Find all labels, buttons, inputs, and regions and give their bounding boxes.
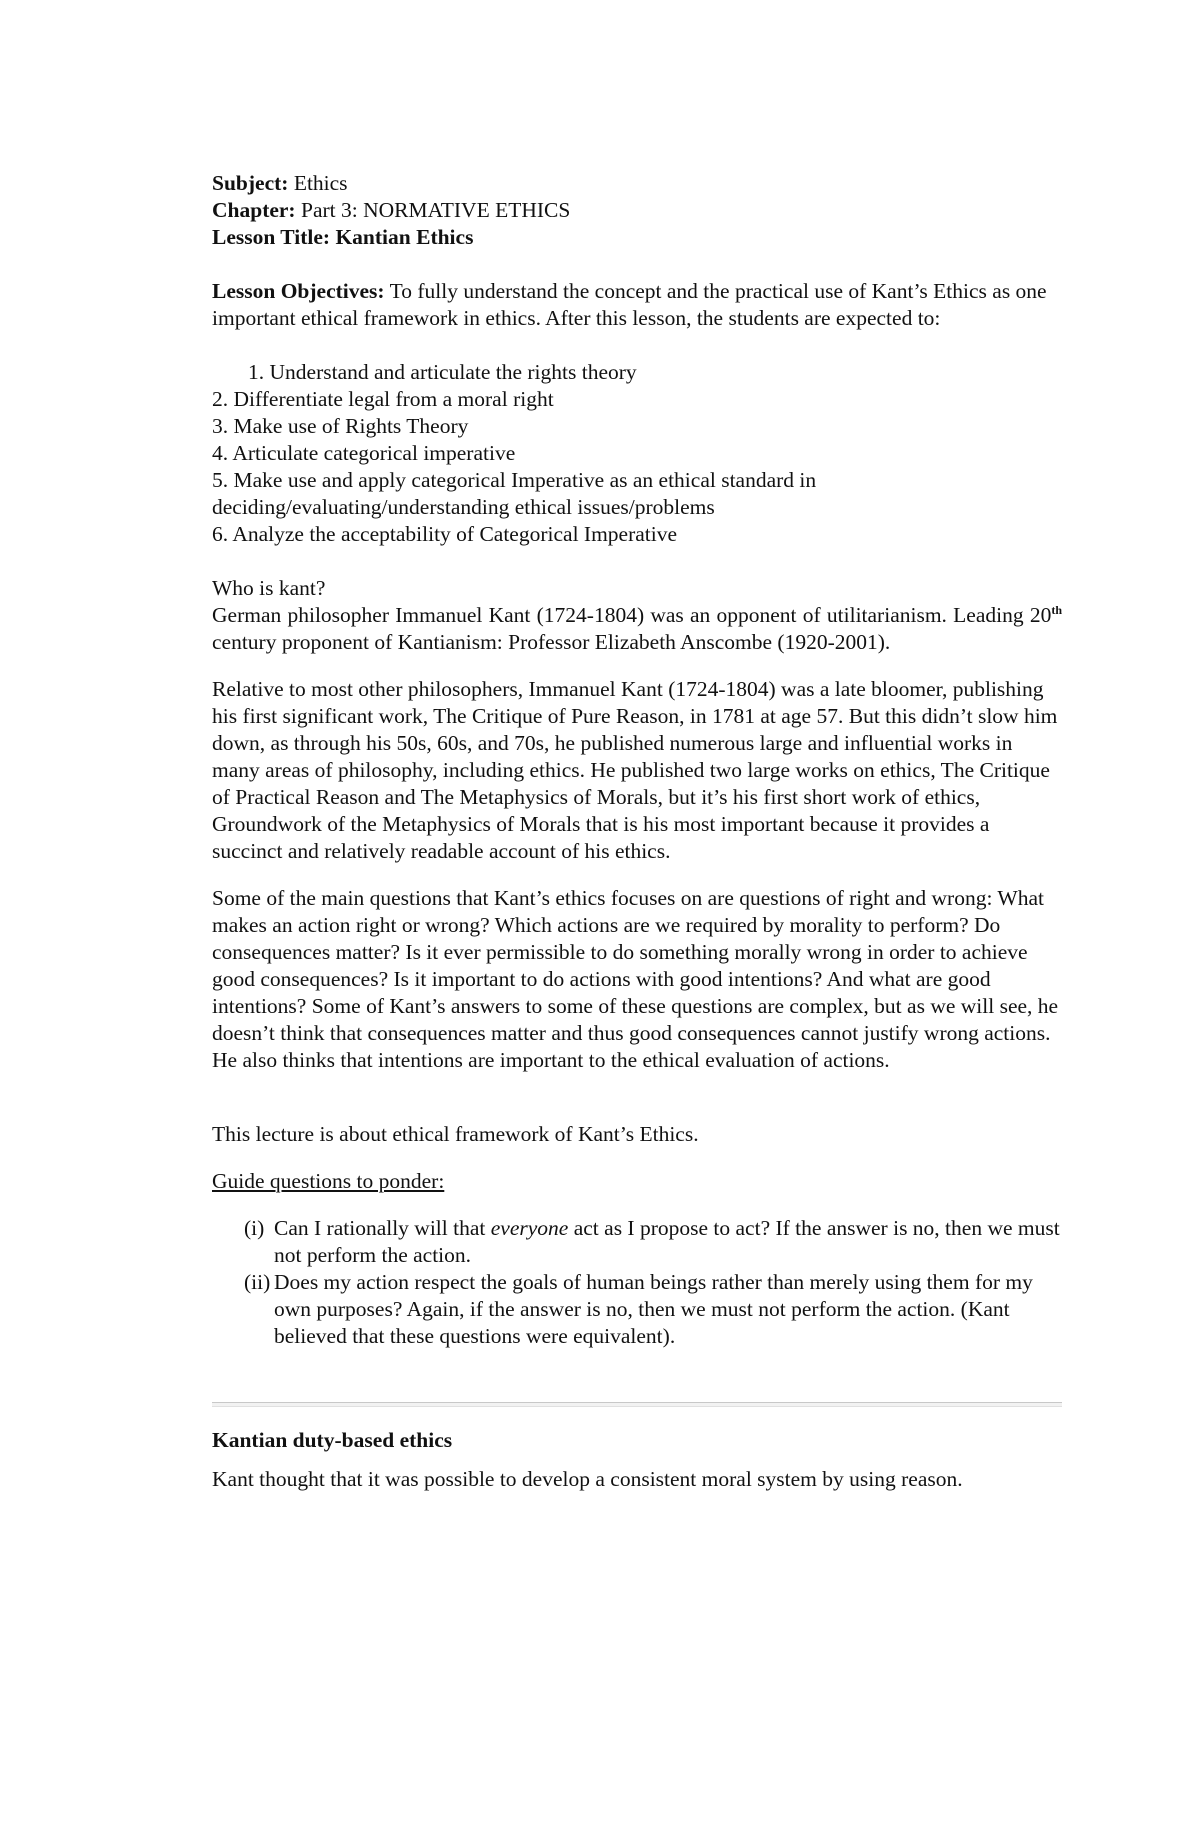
subject-value: Ethics [293, 171, 348, 195]
who-is-kant-text [212, 602, 1062, 656]
section-title: Kantian duty-based ethics [212, 1428, 453, 1452]
ordinal-suffix: th [1051, 602, 1062, 617]
objectives-label: Lesson Objectives: [212, 279, 385, 303]
question-text [274, 1215, 1062, 1269]
objective-item: 3. Make use of Rights Theory [212, 414, 469, 438]
chapter-label: Chapter: [212, 198, 296, 222]
objective-item: 5. Make use and apply categorical Imperative as an ethical standard in deciding/evaluating/understanding ethical issues/problems [212, 468, 817, 519]
objective-item: 2. Differentiate legal from a moral right [212, 387, 554, 411]
objective-item: 1. Understand and articulate the rights theory [248, 360, 637, 384]
guide-questions-title: Guide questions to ponder: [212, 1169, 445, 1193]
question-number: (ii) [244, 1270, 271, 1294]
subject-line [212, 170, 1062, 197]
emphasis-everyone: everyone [490, 1216, 569, 1240]
guide-questions-list [212, 1215, 1062, 1350]
paragraph-kant-questions: Some of the main questions that Kant’s ethics focuses on are questions of right and wrong: What makes an action right or wrong? Which actions are we required by morality to perform? Do consequences matter? Is it ever permissible to do something morally wrong in order to achieve good consequences? Is it important to do actions with good intentions? And what are good intentions? Some of Kant’s answers to some of these questions are complex, but as we will see, he doesn’t think that consequences matter and thus good consequences cannot justify wrong actions. He also thinks that intentions are important to the ethical evaluation of actions. [212, 886, 1059, 1072]
subject-label: Subject: [212, 171, 289, 195]
guide-question [212, 1215, 1062, 1269]
objectives-list [212, 359, 1062, 548]
who-text-part1: German philosopher Immanuel Kant (1724-1804) was an opponent of utilitarianism. Leading 20 [212, 603, 1052, 627]
lesson-title-line [212, 224, 1062, 251]
lesson-objectives [212, 278, 1062, 332]
section-text: Kant thought that it was possible to develop a consistent moral system by using reason. [212, 1467, 963, 1491]
who-text-part2: century proponent of Kantianism: Professor Elizabeth Anscombe (1920-2001). [212, 630, 891, 654]
question-text-part1: Can I rationally will that [274, 1216, 491, 1240]
objectives-text: To fully understand the concept and the practical use of Kant’s Ethics as one important ethical framework in ethics. After this lesson, the students are expected to: [212, 279, 1047, 330]
guide-question [212, 1269, 1062, 1350]
lesson-title-value: Kantian Ethics [335, 225, 474, 249]
document-page [212, 170, 1062, 1493]
question-number: (i) [244, 1216, 265, 1240]
lesson-title-label: Lesson Title: [212, 225, 331, 249]
question-text: Does my action respect the goals of human beings rather than merely using them for my own purposes? Again, if the answer is no, then we must not perform the action. (Kant believed that these questions were equivalent). [274, 1270, 1033, 1348]
paragraph-kant-bio: Relative to most other philosophers, Immanuel Kant (1724-1804) was a late bloomer, publishing his first significant work, The Critique of Pure Reason, in 1781 at age 57. But this didn’t slow him down, as through his 50s, 60s, and 70s, he published numerous large and influential works in many areas of philosophy, including ethics. He published two large works on ethics, The Critique of Practical Reason and The Metaphysics of Morals, but it’s his first short work of ethics, Groundwork of the Metaphysics of Morals that is his most important because it provides a succinct and relatively readable account of his ethics. [212, 677, 1058, 863]
chapter-line [212, 197, 1062, 224]
lecture-intro: This lecture is about ethical framework of Kant’s Ethics. [212, 1122, 699, 1146]
question-text-part2: act as I propose to act? If the answer is no, then we must not perform the action. [274, 1216, 1060, 1267]
objective-item: 6. Analyze the acceptability of Categorical Imperative [212, 522, 678, 546]
chapter-value: Part 3: NORMATIVE ETHICS [300, 198, 571, 222]
objective-item: 4. Articulate categorical imperative [212, 441, 516, 465]
who-is-kant-heading: Who is kant? [212, 576, 326, 600]
